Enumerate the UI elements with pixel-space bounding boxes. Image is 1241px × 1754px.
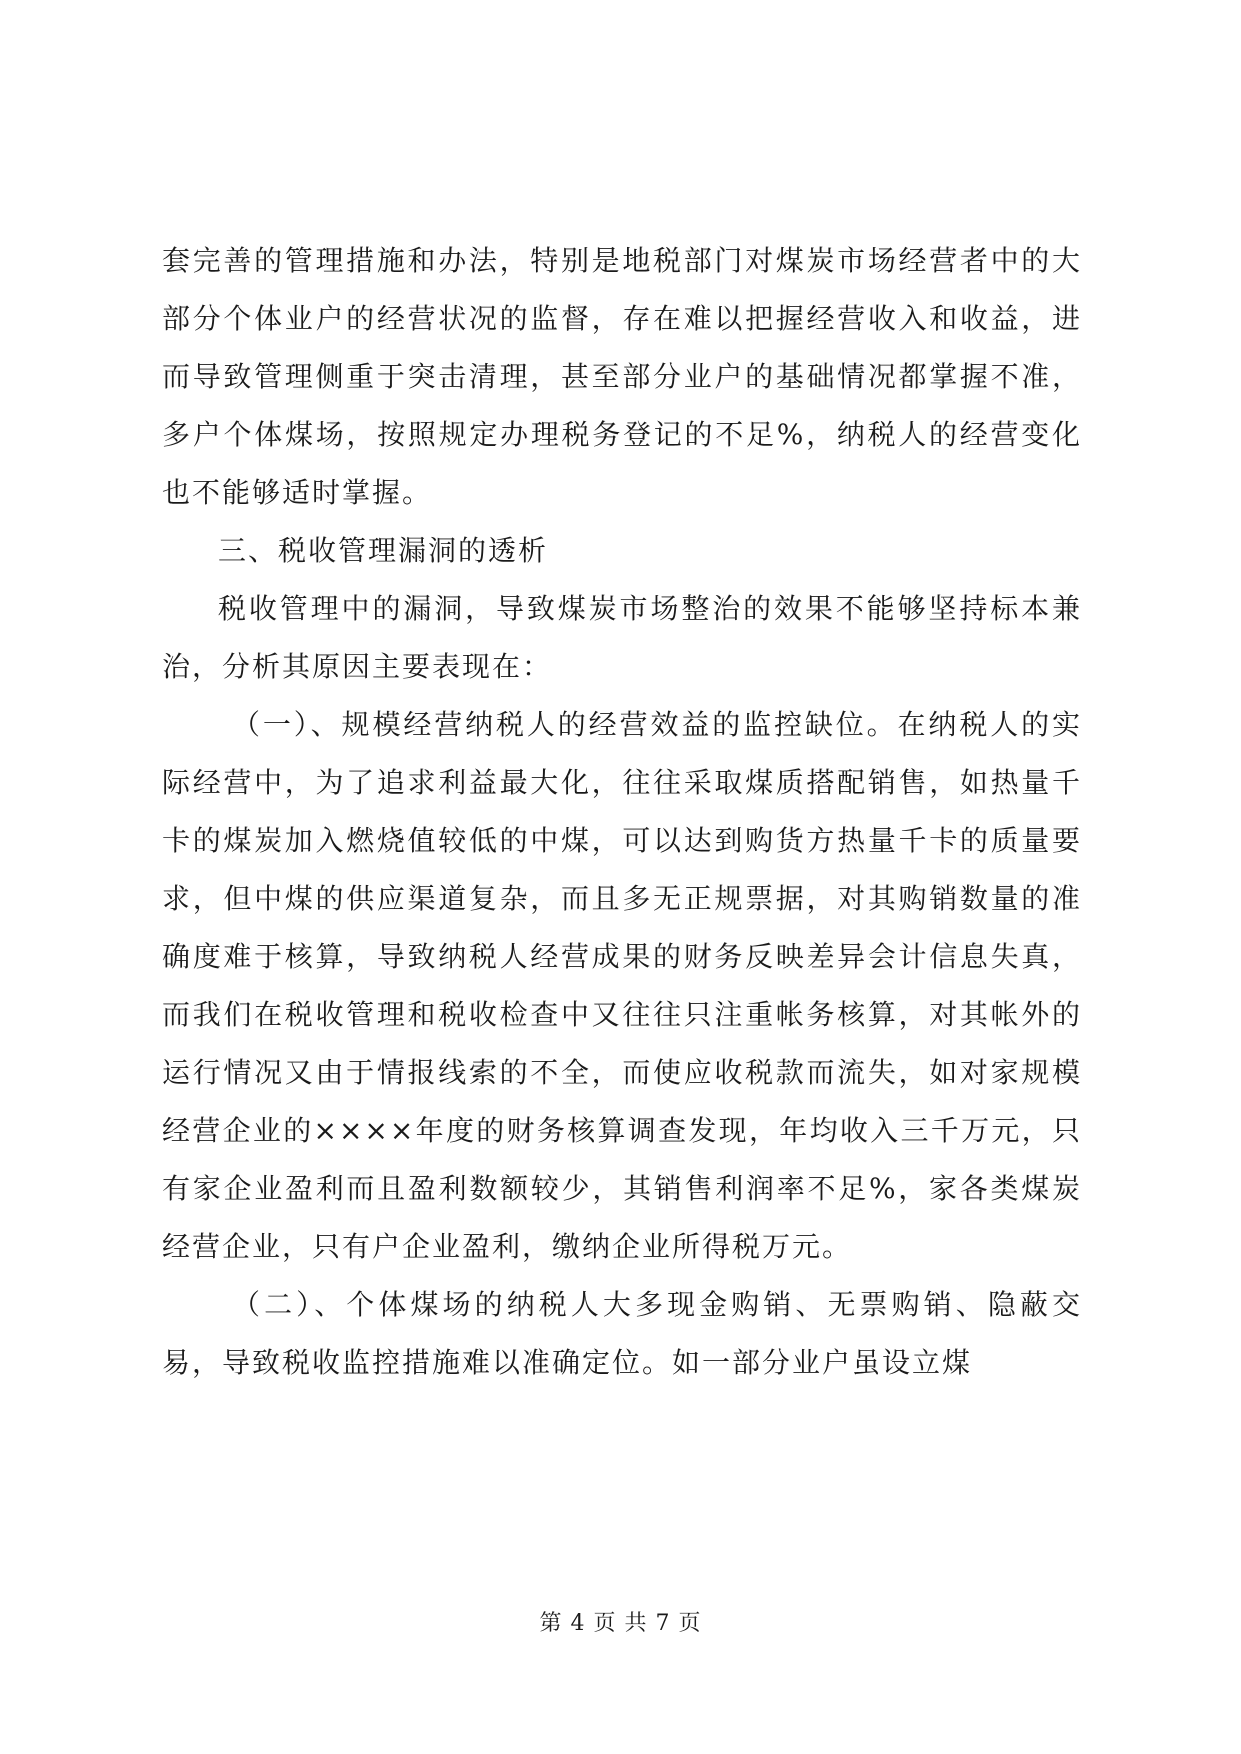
page-footer: 第 4 页 共 7 页 (539, 1611, 702, 1636)
paragraph-item-2: （二）、个体煤场的纳税人大多现金购销、无票购销、隐蔽交易，导致税收监控措施难以准确定位。如一部分业户虽设立煤 (162, 1288, 1082, 1379)
paragraph-continued: 套完善的管理措施和办法，特别是地税部门对煤炭市场经营者中的大部分个体业户的经营状况的监督，存在难以把握经营收入和收益，进而导致管理侧重于突击清理，甚至部分业户的基础情况都掌握不准，多户个体煤场，按照规定办理税务登记的不足%，纳税人的经营变化也不能够适时掌握。 (162, 244, 1082, 509)
section-heading-3: 三、税收管理漏洞的透析 (218, 534, 549, 567)
document-body (162, 232, 1082, 1392)
paragraph-intro: 税收管理中的漏洞，导致煤炭市场整治的效果不能够坚持标本兼治，分析其原因主要表现在： (162, 592, 1082, 683)
paragraph-item-1: （一）、规模经营纳税人的经营效益的监控缺位。在纳税人的实际经营中，为了追求利益最大化，往往采取煤质搭配销售，如热量千卡的煤炭加入燃烧值较低的中煤，可以达到购货方热量千卡的质量要求，但中煤的供应渠道复杂，而且多无正规票据，对其购销数量的准确度难于核算，导致纳税人经营成果的财务反映差异会计信息失真，而我们在税收管理和税收检查中又往往只注重帐务核算，对其帐外的运行情况又由于情报线索的不全，而使应收税款而流失，如对家规模经营企业的××××年度的财务核算调查发现，年均收入三千万元，只有家企业盈利而且盈利数额较少，其销售利润率不足%，家各类煤炭经营企业，只有户企业盈利，缴纳企业所得税万元。 (162, 708, 1082, 1263)
